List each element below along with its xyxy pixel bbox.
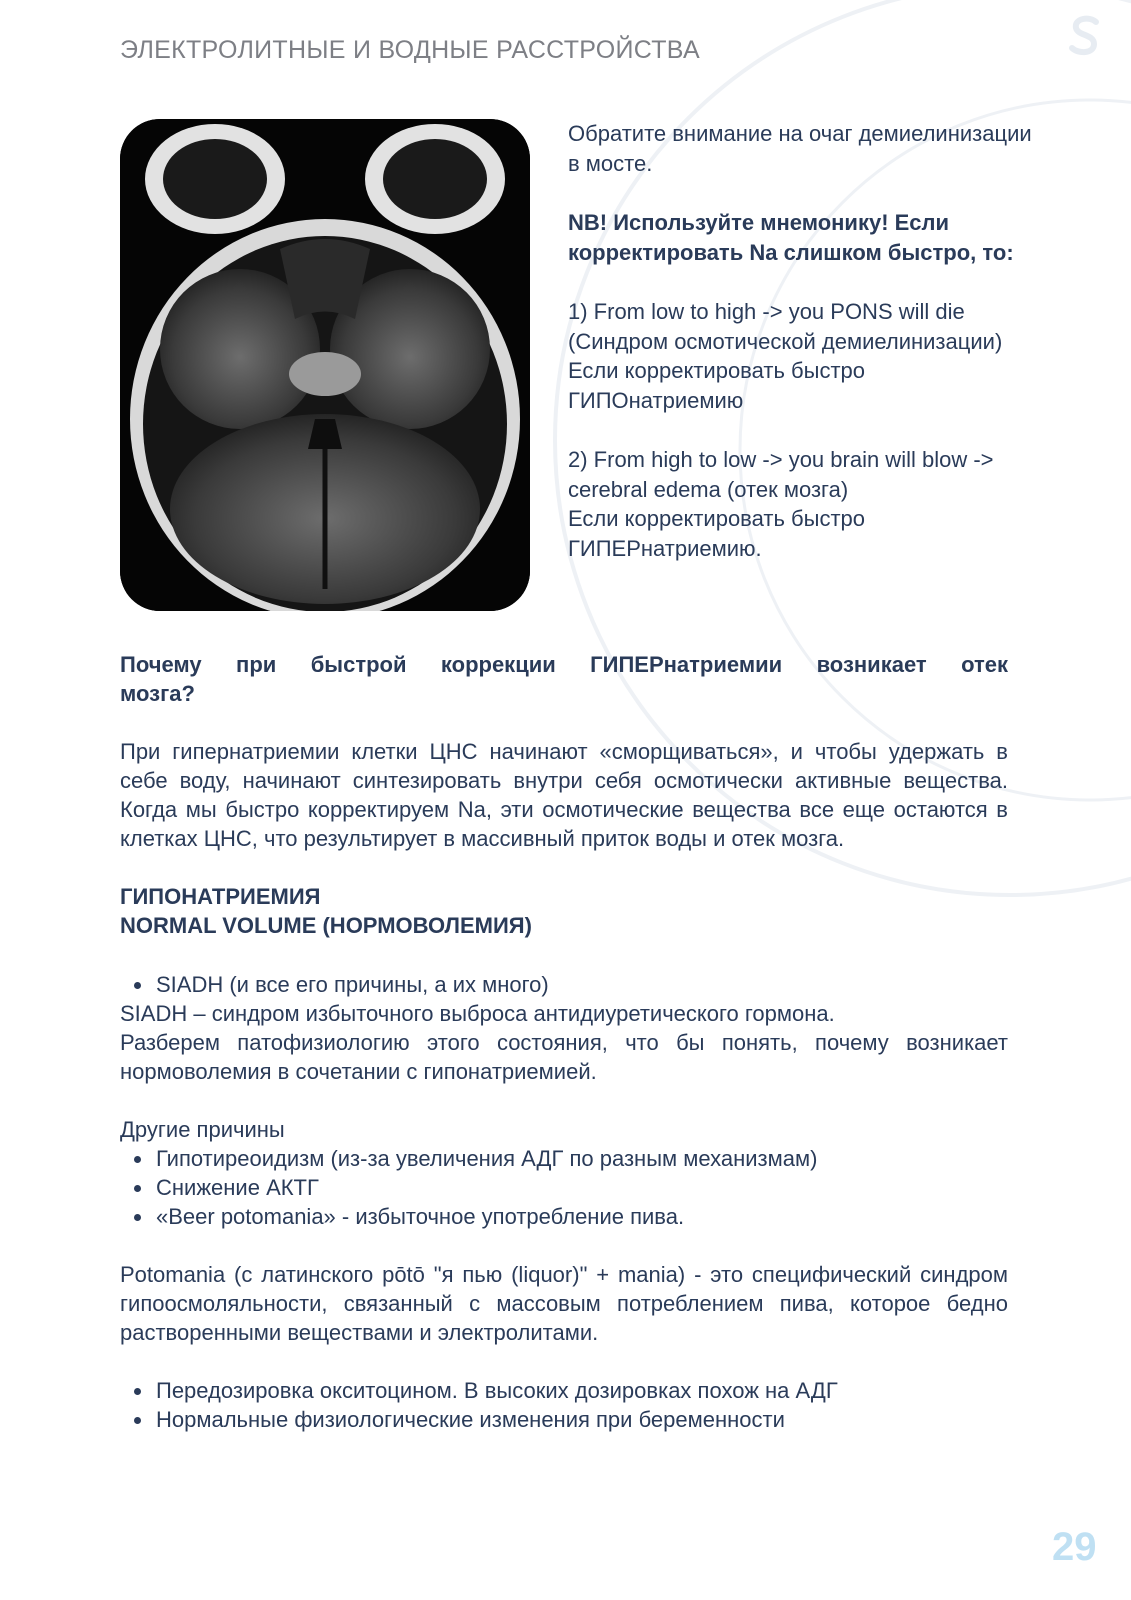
section-heading-hyponatremia: ГИПОНАТРИЕМИЯ xyxy=(120,884,321,909)
section-heading-normal-volume: NORMAL VOLUME (НОРМОВОЛЕМИЯ) xyxy=(120,913,532,938)
mnemonic-item-2: 2) From high to low -> you brain will blow -> cerebral edema (отек мозга) xyxy=(568,447,994,502)
potomania-paragraph: Potomania (с латинского pōtō "я пью (liquor)" + mania) - это специфический синдром гипоосмоляльности, связанный с массовым потреблением пива, которое бедно растворенными веществами и электролитами. xyxy=(120,1262,1008,1345)
list-item: Снижение АКТГ xyxy=(156,1173,1008,1202)
list-item: Передозировка окситоцином. В высоких дозировках похож на АДГ xyxy=(156,1376,1008,1405)
page-header-title: ЭЛЕКТРОЛИТНЫЕ И ВОДНЫЕ РАССТРОЙСТВА xyxy=(120,36,700,64)
page-number: 29 xyxy=(1052,1525,1097,1569)
list-item: Нормальные физиологические изменения при беременности xyxy=(156,1405,1008,1434)
mnemonic-item-1: 1) From low to high -> you PONS will die (Синдром осмотической демиелинизации) xyxy=(568,299,1003,354)
other-causes-title: Другие причины xyxy=(120,1117,285,1142)
list-item: SIADH (и все его причины, а их много) xyxy=(156,970,1008,999)
mri-brain-icon xyxy=(120,119,530,611)
list-item: Гипотиреоидизм (из-за увеличения АДГ по разным механизмам) xyxy=(156,1144,1008,1173)
siadh-list xyxy=(120,970,1008,999)
mri-brain-image xyxy=(120,119,530,611)
side-notes xyxy=(568,119,1038,563)
more-causes-list xyxy=(120,1376,1008,1434)
question-line-1: Почему при быстрой коррекции ГИПЕРнатриемии возникает отек xyxy=(120,652,1008,677)
mnemonic-item-2-note: Если корректировать быстро ГИПЕРнатриемию. xyxy=(568,506,865,561)
answer-paragraph: При гипернатриемии клетки ЦНС начинают «сморщиваться», и чтобы удержать в себе воду, начинают синтезировать внутри себя осмотически активные вещества. Когда мы быстро корректируем Na, эти осмотические вещества все еще остаются в клетках ЦНС, что результирует в массивный приток воды и отек мозга. xyxy=(120,739,1008,851)
siadh-explanation: Разберем патофизиологию этого состояния, что бы понять, почему возникает нормоволемия в сочетании с гипонатриемией. xyxy=(120,1030,1008,1084)
list-item: «Beer potomania» - избыточное употребление пива. xyxy=(156,1202,1008,1231)
nb-mnemonic-note: NB! Используйте мнемонику! Если корректировать Na слишком быстро, то: xyxy=(568,210,1014,265)
question-line-2: мозга? xyxy=(120,681,195,706)
mnemonic-item-1-note: Если корректировать быстро ГИПОнатриемию xyxy=(568,358,865,413)
brand-logo-icon xyxy=(1068,14,1102,58)
demyelination-note: Обратите внимание на очаг демиелинизации в мосте. xyxy=(568,121,1032,176)
siadh-definition: SIADH – синдром избыточного выброса антидиуретического гормона. xyxy=(120,1001,835,1026)
other-causes-list xyxy=(120,1144,1008,1231)
main-content xyxy=(120,650,1008,1434)
